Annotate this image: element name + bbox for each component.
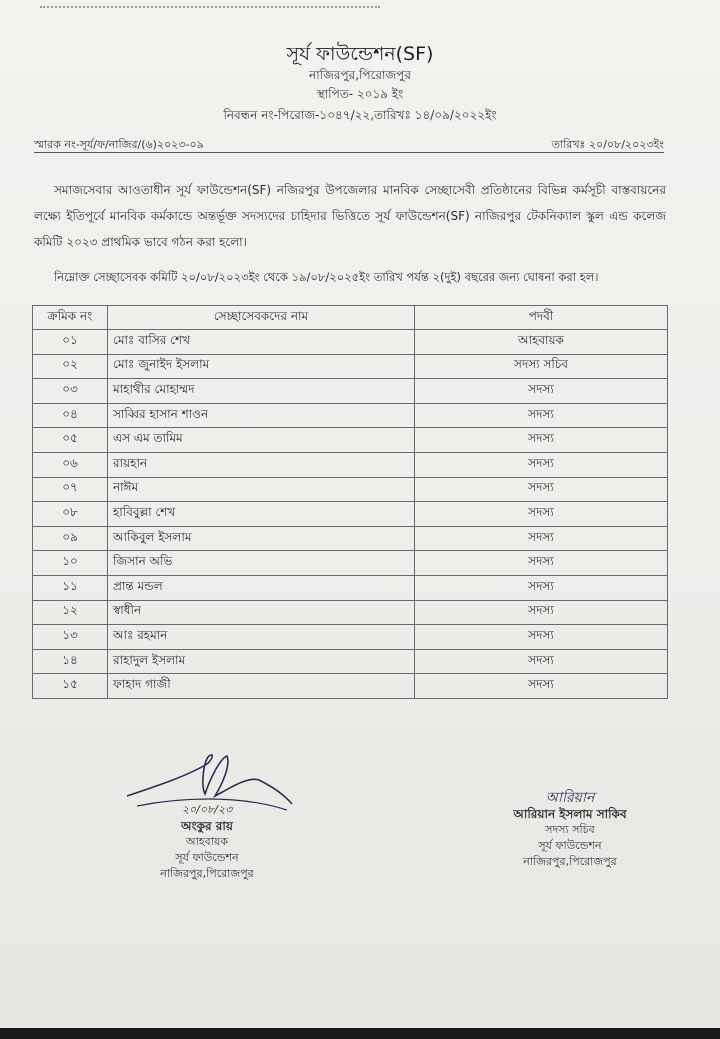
designation-cell: সদস্য — [415, 625, 668, 650]
committee-table — [32, 305, 668, 699]
serial-cell: ০১ — [33, 330, 108, 355]
serial-cell: ১৪ — [33, 649, 108, 674]
name-cell: প্রান্ত মন্ডল — [108, 575, 415, 600]
designation-cell: সদস্য — [415, 526, 668, 551]
name-cell: সাব্বির হাসান শাওন — [108, 403, 415, 428]
letterhead — [0, 42, 720, 124]
serial-cell: ০৭ — [33, 477, 108, 502]
name-cell: স্বাধীন — [108, 600, 415, 625]
serial-cell: ১২ — [33, 600, 108, 625]
name-cell: জিসান অভি — [108, 551, 415, 576]
table-row — [33, 330, 668, 355]
name-cell: রায়হান — [108, 452, 415, 477]
designation-cell: সদস্য — [415, 575, 668, 600]
name-cell: ফাহাদ গাজী — [108, 674, 415, 699]
designation-cell: সদস্য — [415, 674, 668, 699]
secretary-org: সূর্য ফাউন্ডেশন — [538, 839, 602, 852]
name-cell: মোঃ জুনাইদ ইসলাম — [108, 354, 415, 379]
secretary-title: সদস্য সচিব — [545, 823, 595, 836]
name-cell: নাঈম — [108, 477, 415, 502]
serial-cell: ০৪ — [33, 403, 108, 428]
memo-date: তারিখঃ ২০/০৮/২০২৩ইং — [551, 138, 664, 151]
table-row — [33, 625, 668, 650]
table-row — [33, 428, 668, 453]
designation-cell: সদস্য — [415, 649, 668, 674]
serial-cell: ১৩ — [33, 625, 108, 650]
table-row — [33, 575, 668, 600]
convener-place: নাজিরপুর,পিরোজপুর — [160, 867, 254, 880]
table-row — [33, 526, 668, 551]
table-row — [33, 452, 668, 477]
name-cell: রাহাদুল ইসলাম — [108, 649, 415, 674]
handwritten-signature-right: আরিয়ান — [545, 790, 595, 806]
name-cell: মোঃ বাসির শেখ — [108, 330, 415, 355]
name-cell: এস এম তামিম — [108, 428, 415, 453]
designation-cell: সদস্য — [415, 502, 668, 527]
table-row — [33, 674, 668, 699]
convener-name: অংকুর রায় — [181, 819, 233, 833]
convener-org: সূর্য ফাউন্ডেশন — [175, 851, 239, 864]
header-serial: ক্রমিক নং — [33, 306, 108, 330]
table-row — [33, 551, 668, 576]
serial-cell: ১৫ — [33, 674, 108, 699]
organization-location: নাজিরপুর,পিরোজপুর — [309, 68, 411, 82]
serial-cell: ০৮ — [33, 502, 108, 527]
designation-cell: সদস্য — [415, 452, 668, 477]
designation-cell: সদস্য — [415, 403, 668, 428]
header-designation: পদবী — [415, 306, 668, 330]
name-cell: মাহাথীর মোহাম্মদ — [108, 379, 415, 404]
serial-cell: ০৫ — [33, 428, 108, 453]
table-row — [33, 379, 668, 404]
serial-cell: ০৬ — [33, 452, 108, 477]
name-cell: হাবিবুল্লা শেখ — [108, 502, 415, 527]
designation-cell: সদস্য সচিব — [415, 354, 668, 379]
term-paragraph: নিম্নোক্ত সেচ্ছাসেবক কমিটি ২০/০৮/২০২৩ইং থেকে ১৯/০৮/২০২৫ইং তারিখ পর্যন্ত ২(দুই) বছরের জন্য ঘোষনা করা হল। — [54, 269, 599, 284]
serial-cell: ০৯ — [33, 526, 108, 551]
top-edge-marks — [40, 0, 380, 8]
signature-date-note: ২০/০৮/২৩ — [181, 803, 233, 816]
name-cell: আকিবুল ইসলাম — [108, 526, 415, 551]
table-header-row — [33, 306, 668, 330]
table-row — [33, 649, 668, 674]
table-row — [33, 354, 668, 379]
intro-paragraph: সমাজসেবার আওতাধীন সূর্য ফাউন্ডেশন(SF) নজিরপুর উপজেলার মানবিক সেচ্ছাসেবী প্রতিষ্ঠানের বিভিন্ন কর্মসূচী বাস্তবায়নের লক্ষ্যে ইতিপূর্বে মানবিক কর্মকান্ডে অন্তর্ভূক্ত সদস্যদের চাহিদার ভিত্তিতে সূর্য ফাউন্ডেশন(SF) নাজিরপুর টেকনিক্যাল স্কুল এন্ড কলেজ কমিটি ২০২৩ প্রাথমিক ভাবে গঠন করা হলো। — [34, 183, 666, 249]
table-row — [33, 502, 668, 527]
serial-cell: ১১ — [33, 575, 108, 600]
convener-title: আহবায়ক — [185, 835, 229, 848]
convener-signature-block — [112, 746, 302, 882]
table-row — [33, 403, 668, 428]
serial-cell: ০২ — [33, 354, 108, 379]
header-name: সেচ্ছাসেবকদের নাম — [108, 306, 415, 330]
secretary-signature-block — [495, 790, 645, 870]
memo-reference: স্মারক নং-সূর্য/ফ/নাজির/(৬)২০২৩-০৯ — [34, 138, 204, 151]
table-row — [33, 477, 668, 502]
registration-line: নিবন্ধন নং-পিরোজ-১০৪৭/২২,তারিখঃ ১৪/০৯/২০২২ইং — [223, 108, 497, 122]
designation-cell: সদস্য — [415, 600, 668, 625]
bottom-edge-bar — [0, 1028, 720, 1039]
memo-row — [34, 136, 664, 156]
designation-cell: আহবায়ক — [415, 330, 668, 355]
secretary-place: নাজিরপুর,পিরোজপুর — [523, 855, 617, 868]
designation-cell: সদস্য — [415, 551, 668, 576]
designation-cell: সদস্য — [415, 477, 668, 502]
established-line: স্থাপিত- ২০১৯ ইং — [316, 87, 404, 101]
name-cell: আঃ রহমান — [108, 625, 415, 650]
serial-cell: ১০ — [33, 551, 108, 576]
header-divider — [34, 152, 664, 153]
serial-cell: ০৩ — [33, 379, 108, 404]
designation-cell: সদস্য — [415, 428, 668, 453]
table-row — [33, 600, 668, 625]
secretary-name: আরিয়ান ইসলাম সাকিব — [513, 807, 627, 821]
organization-name: সূর্য ফাউন্ডেশন(SF) — [286, 43, 434, 65]
designation-cell: সদস্য — [415, 379, 668, 404]
